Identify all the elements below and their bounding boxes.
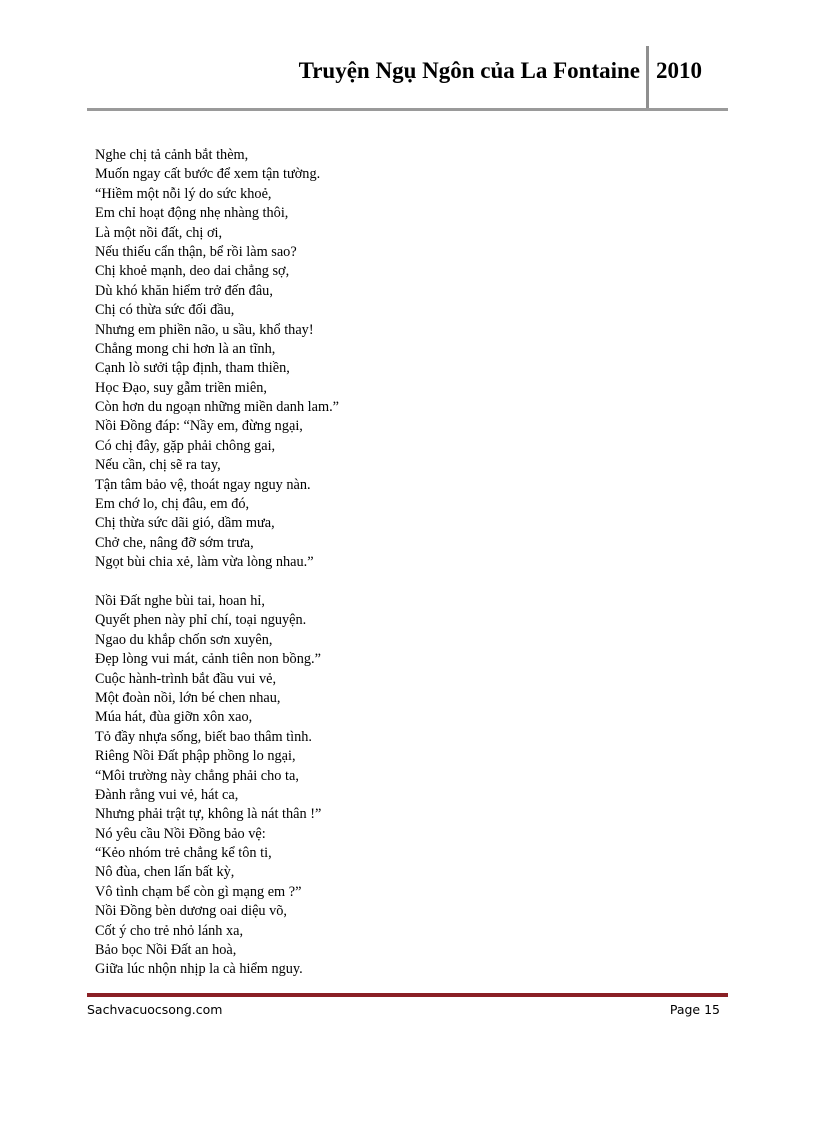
poem-line: Nồi Đồng bèn dương oai diệu võ,: [95, 903, 288, 920]
poem-line: Ngọt bùi chia xẻ, làm vừa lòng nhau.”: [95, 554, 314, 571]
poem-line: Dù khó khăn hiểm trở đến đâu,: [95, 282, 273, 299]
poem-line: Cốt ý cho trẻ nhỏ lánh xa,: [95, 922, 244, 939]
poem-line: Đẹp lòng vui mát, cảnh tiên non bồng.”: [95, 651, 321, 668]
poem-line: Quyết phen này phỉ chí, toại nguyện.: [95, 612, 307, 629]
poem-line: Là một nồi đất, chị ơi,: [95, 224, 223, 241]
poem-line: Nhưng phải trật tự, không là nát thân !”: [95, 806, 322, 823]
poem-body: [95, 146, 655, 980]
poem-line: Có chị đây, gặp phải chông gai,: [95, 437, 276, 454]
poem-line: Giữa lúc nhộn nhịp la cà hiểm nguy.: [95, 961, 303, 978]
footer-rule: [87, 993, 728, 997]
poem-line: Em chỉ hoạt động nhẹ nhàng thôi,: [95, 205, 289, 222]
poem-line: Nó yêu cầu Nồi Đồng bảo vệ:: [95, 825, 266, 842]
footer-site: Sachvacuocsong.com: [87, 1002, 223, 1017]
poem-line: Chị khoẻ mạnh, deo dai chẳng sợ,: [95, 263, 290, 280]
poem-line: “Hiềm một nỗi lý do sức khoẻ,: [95, 185, 272, 202]
poem-line: Vô tình chạm bể còn gì mạng em ?”: [95, 883, 302, 900]
header-rule: [87, 108, 728, 111]
poem-stanza-2: [95, 592, 655, 980]
poem-line: Nếu thiếu cẩn thận, bể rồi làm sao?: [95, 243, 297, 260]
poem-line: Nồi Đồng đáp: “Nầy em, đừng ngại,: [95, 418, 303, 435]
poem-line: Học Đạo, suy gẫm triền miên,: [95, 379, 267, 396]
header-divider: [646, 46, 649, 110]
poem-line: Nô đùa, chen lấn bất kỳ,: [95, 864, 235, 881]
poem-line: Chở che, nâng đỡ sớm trưa,: [95, 534, 254, 551]
poem-line: Cạnh lò sưởi tập định, tham thiền,: [95, 360, 290, 377]
poem-line: Tận tâm bảo vệ, thoát ngay nguy nàn.: [95, 476, 311, 493]
page-header-year: 2010: [656, 58, 702, 83]
poem-line: Bảo bọc Nồi Đất an hoà,: [95, 942, 237, 959]
poem-line: Nồi Đất nghe bùi tai, hoan hỉ,: [95, 592, 265, 609]
poem-line: Tỏ đầy nhựa sống, biết bao thâm tình.: [95, 728, 313, 745]
poem-line: Ngao du khắp chốn sơn xuyên,: [95, 631, 273, 648]
poem-line: Nhưng em phiền não, u sầu, khổ thay!: [95, 321, 314, 338]
poem-line: “Môi trường này chẳng phải cho ta,: [95, 767, 299, 784]
poem-line: Một đoàn nồi, lớn bé chen nhau,: [95, 689, 281, 706]
poem-line: Đành rằng vui vẻ, hát ca,: [95, 786, 239, 803]
poem-stanza-1: [95, 146, 655, 573]
poem-line: Nghe chị tả cảnh bắt thèm,: [95, 147, 249, 163]
poem-line: Chị thừa sức dãi gió, dầm mưa,: [95, 515, 275, 532]
poem-line: Chị có thừa sức đối đầu,: [95, 302, 235, 319]
footer-page-number: Page 15: [669, 1002, 720, 1017]
poem-line: Muốn ngay cất bước để xem tận tường.: [95, 166, 321, 183]
poem-line: Riêng Nồi Đất phập phồng lo ngại,: [95, 748, 296, 765]
poem-line: Chẳng mong chi hơn là an tĩnh,: [95, 340, 276, 357]
stanza-gap: [95, 573, 655, 592]
poem-line: Nếu cần, chị sẽ ra tay,: [95, 457, 221, 474]
poem-line: “Kẻo nhóm trẻ chẳng kể tôn ti,: [95, 845, 272, 862]
poem-line: Cuộc hành-trình bắt đầu vui vẻ,: [95, 670, 277, 687]
poem-line: Còn hơn du ngoạn những miền danh lam.”: [95, 399, 340, 416]
poem-line: Em chớ lo, chị đâu, em đó,: [95, 496, 250, 513]
page-header-title: Truyện Ngụ Ngôn của La Fontaine: [298, 58, 640, 83]
poem-line: Múa hát, đùa giỡn xôn xao,: [95, 709, 253, 726]
